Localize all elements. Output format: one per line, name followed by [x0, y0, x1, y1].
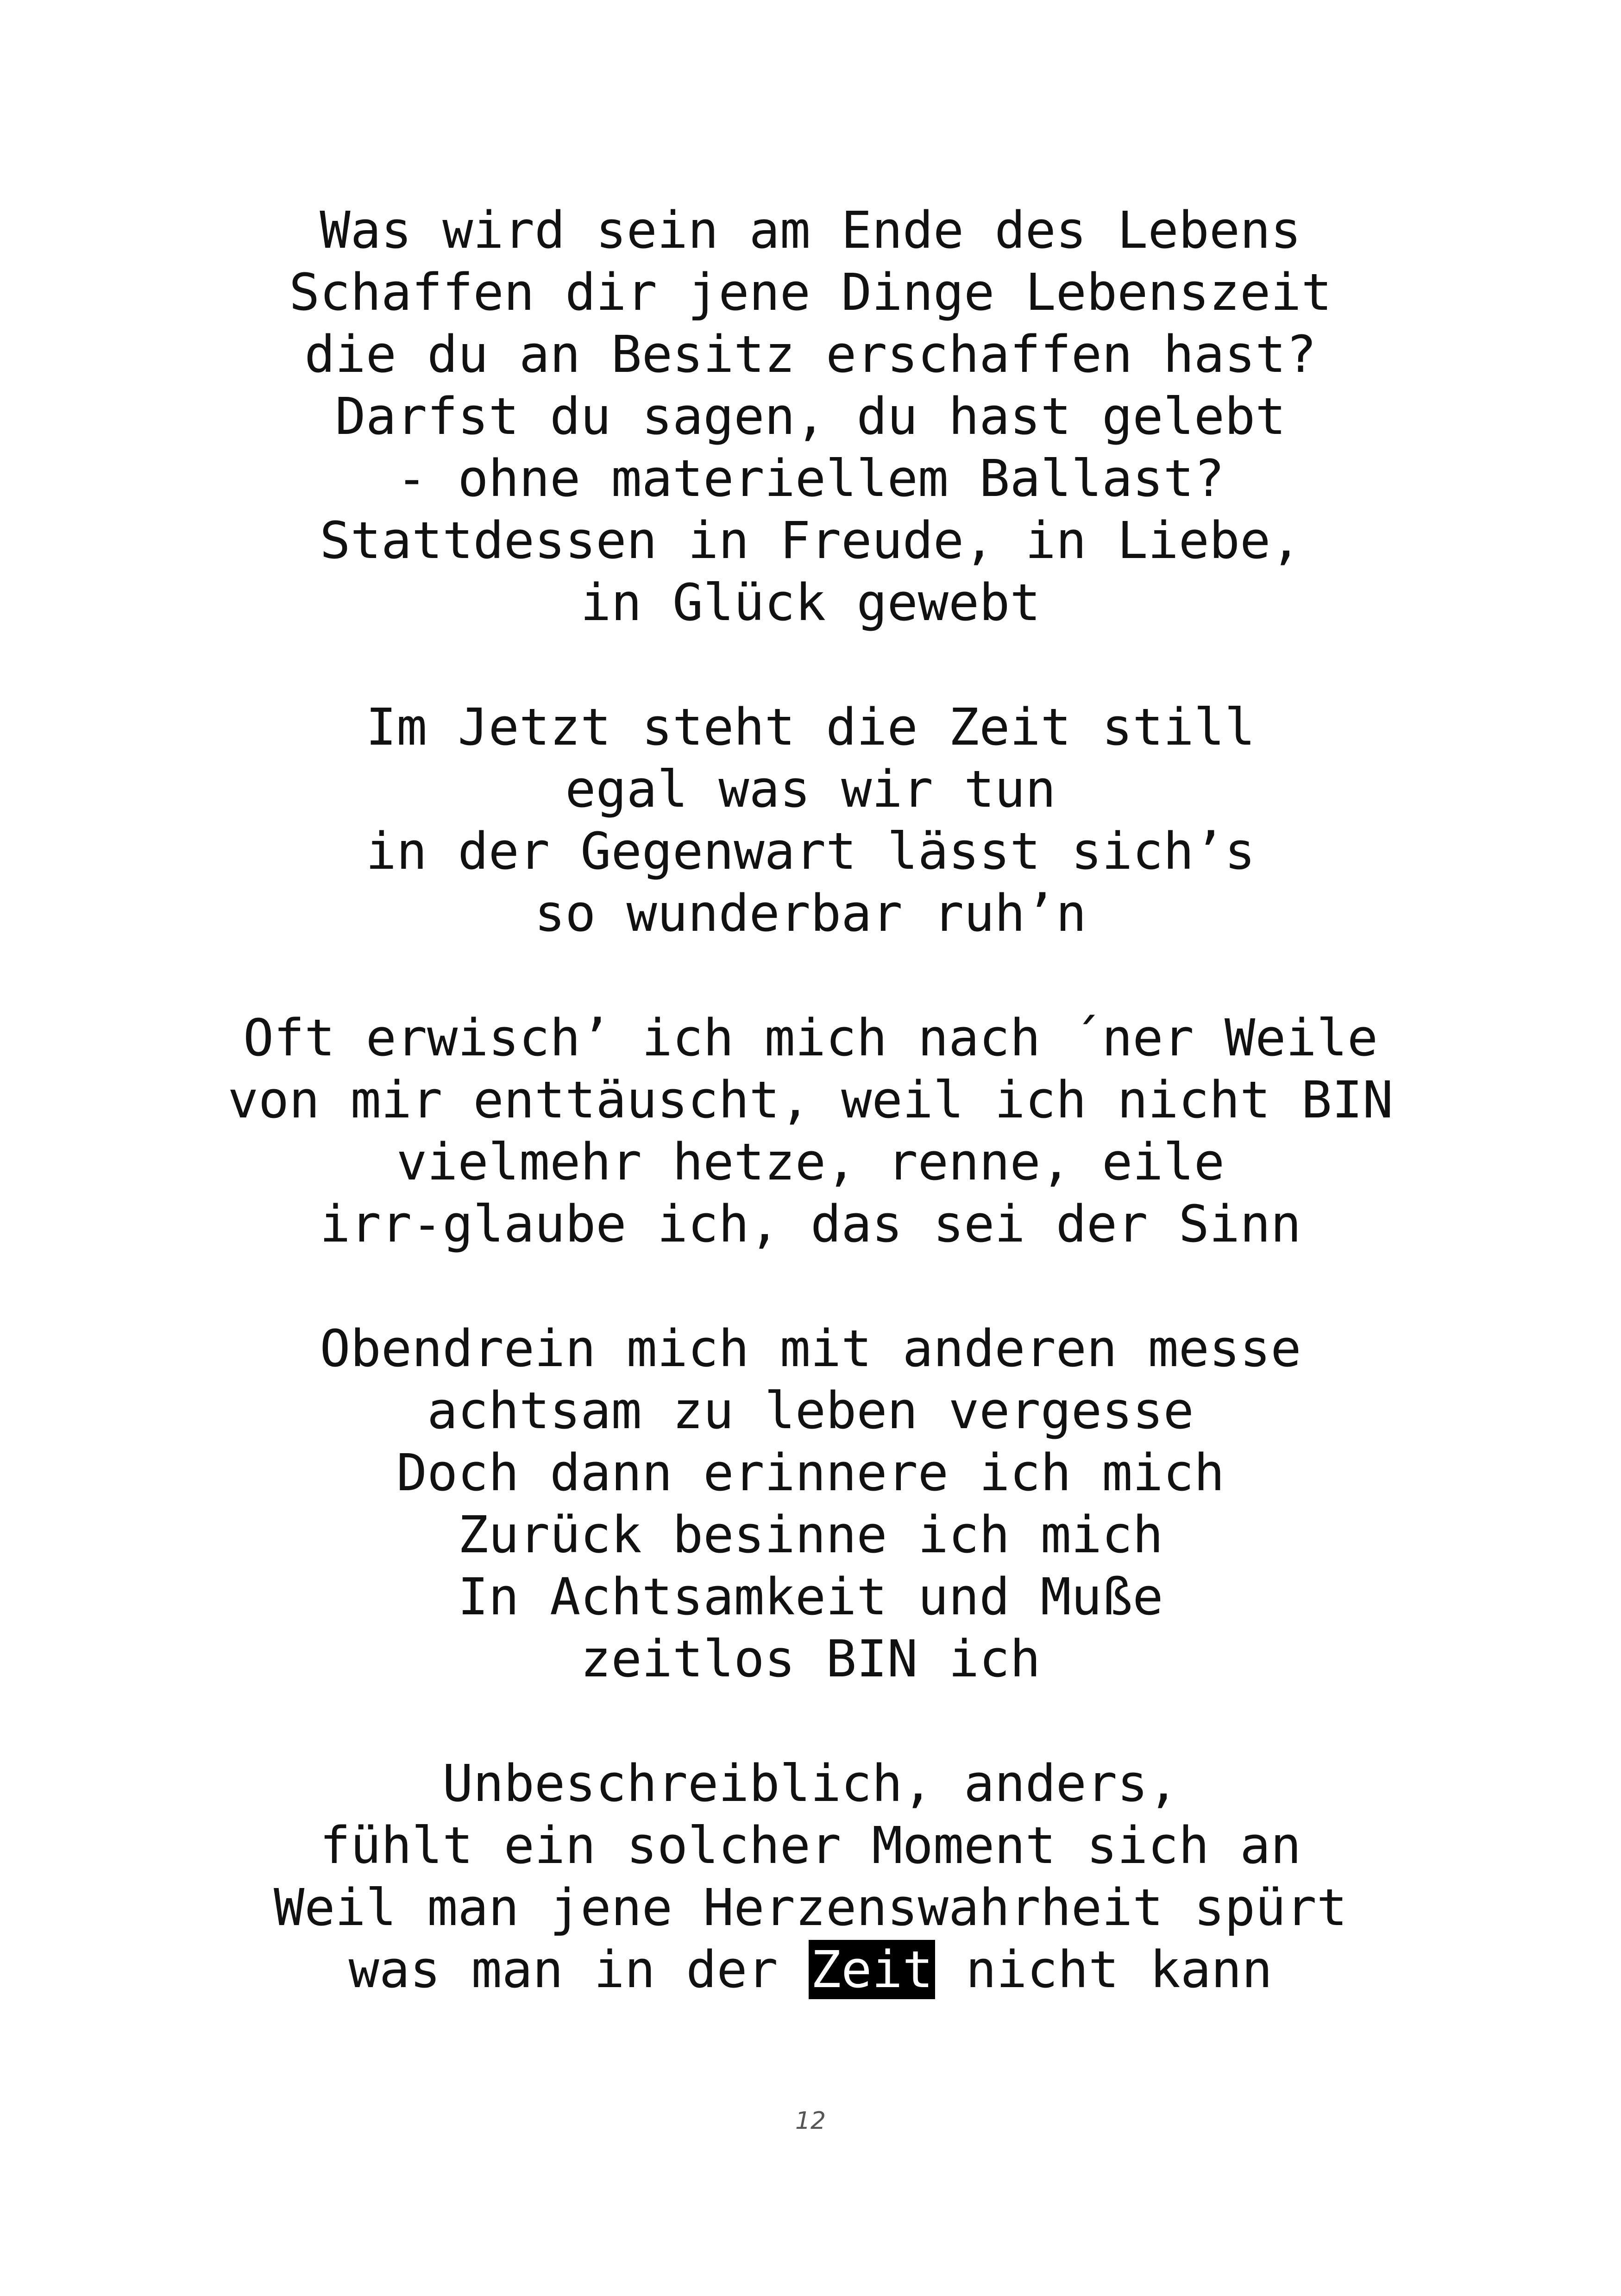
- line-text-after: nicht kann: [935, 1940, 1273, 1999]
- poem-line: in der Gegenwart lässt sich’s: [365, 822, 1256, 881]
- poem-line: Was wird sein am Ende des Lebens: [320, 201, 1301, 260]
- poem-line: die du an Besitz erschaffen hast?: [304, 325, 1317, 384]
- poem-line: Im Jetzt steht die Zeit still: [365, 697, 1256, 757]
- stanza-5: [0, 1752, 1621, 2001]
- poem-line: Unbeschreiblich, anders,: [442, 1754, 1179, 1813]
- page-number: 12: [795, 2107, 826, 2135]
- poem-line: in Glück gewebt: [580, 573, 1041, 632]
- poem-line: Darfst du sagen, du hast gelebt: [335, 387, 1286, 446]
- poem-line: fühlt ein solcher Moment sich an: [320, 1816, 1301, 1875]
- poem: [0, 199, 1621, 2063]
- poem-line: Weil man jene Herzenswahrheit spürt: [274, 1878, 1347, 1937]
- poem-line: - ohne materiellem Ballast?: [396, 449, 1225, 508]
- poem-line: Schaffen dir jene Dinge Lebenszeit: [289, 263, 1332, 322]
- stanza-3: [0, 1007, 1621, 1255]
- poem-line: Stattdessen in Freude, in Liebe,: [320, 511, 1301, 570]
- poem-line: vielmehr hetze, renne, eile: [396, 1132, 1225, 1192]
- poem-line: irr-glaube ich, das sei der Sinn: [320, 1194, 1301, 1254]
- stanza-2: [0, 696, 1621, 944]
- stanza-1: [0, 199, 1621, 634]
- poem-line: Doch dann erinnere ich mich: [396, 1443, 1225, 1502]
- poem-line: zeitlos BIN ich: [580, 1629, 1041, 1688]
- poem-line: Oft erwisch’ ich mich nach ´ner Weile: [243, 1008, 1378, 1067]
- poem-line: In Achtsamkeit und Muße: [458, 1567, 1163, 1626]
- poem-line: achtsam zu leben vergesse: [427, 1381, 1194, 1440]
- stanza-4: [0, 1317, 1621, 1690]
- line-text-before: was man in der: [348, 1940, 809, 1999]
- poem-line-highlighted: [0, 1938, 1621, 2001]
- poem-line: Obendrein mich mit anderen messe: [320, 1319, 1301, 1378]
- poem-line: egal was wir tun: [565, 759, 1056, 819]
- poem-line: Zurück besinne ich mich: [458, 1505, 1163, 1564]
- poem-line: von mir enttäuscht, weil ich nicht BIN: [227, 1070, 1394, 1129]
- poem-line: so wunderbar ruh’n: [534, 884, 1087, 943]
- highlighted-word: Zeit: [809, 1940, 935, 1999]
